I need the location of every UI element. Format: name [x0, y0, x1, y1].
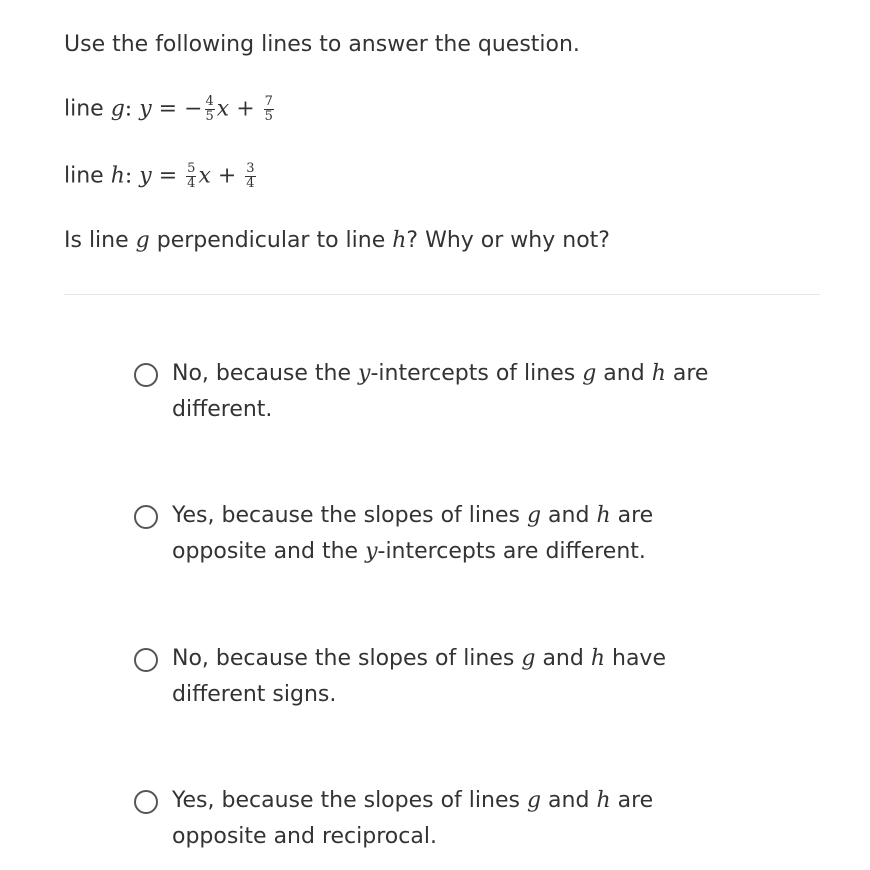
option-4-text-c: and — [541, 788, 597, 813]
line-h-equals: = — [151, 163, 185, 189]
option-2-line-2 — [172, 534, 754, 570]
line-g-name: g — [110, 96, 125, 122]
option-1-var-h: h — [651, 361, 666, 386]
line-h-x: x — [198, 163, 211, 189]
option-4-var-h: h — [596, 788, 611, 813]
divider — [64, 294, 820, 295]
option-1-var-y: y — [358, 361, 371, 386]
line-h-slope-numerator: 5 — [187, 161, 196, 176]
option-2-text-e: opposite and the — [172, 539, 366, 564]
option-3-text-c: and — [535, 646, 591, 671]
line-g-equals: = − — [151, 96, 203, 122]
line-g-x: x — [216, 96, 230, 122]
option-3-line-1 — [172, 641, 754, 677]
question-intro: Use the following lines to answer the question. — [64, 32, 580, 57]
radio-button-option-4[interactable] — [134, 790, 158, 814]
option-4-text-a: Yes, because the slopes of lines — [172, 788, 527, 813]
prompt-part-3: ? Why or why not? — [406, 228, 610, 253]
prompt-line-g: g — [135, 228, 150, 253]
prompt-line-h: h — [392, 228, 407, 253]
line-g-slope-numerator: 4 — [205, 94, 214, 109]
option-2-line-1 — [172, 498, 754, 534]
option-1-text-a: No, because the — [172, 361, 359, 386]
line-h-slope-fraction — [186, 162, 196, 191]
line-h-plus: + — [210, 163, 244, 189]
option-1-var-g: g — [582, 361, 597, 386]
answer-option-3[interactable] — [134, 641, 754, 713]
line-h-equation — [64, 162, 258, 191]
line-g-slope-denominator: 5 — [205, 109, 214, 124]
answer-option-4[interactable] — [134, 783, 754, 855]
radio-button-option-1[interactable] — [134, 363, 158, 387]
answer-option-1[interactable] — [134, 356, 754, 428]
prompt-part-2: perpendicular to line — [149, 228, 393, 253]
option-2-text-a: Yes, because the slopes of lines — [172, 503, 527, 528]
line-h-colon: : — [124, 163, 133, 189]
line-g-intercept-denominator: 5 — [264, 109, 273, 124]
line-g-equation — [64, 95, 276, 124]
line-g-slope-fraction — [205, 95, 215, 124]
option-4-text-d: are — [610, 788, 654, 813]
prompt-part-1: Is line — [64, 228, 136, 253]
radio-button-option-2[interactable] — [134, 505, 158, 529]
option-3-text-d: have — [605, 646, 666, 671]
option-4-var-g: g — [526, 788, 542, 813]
answer-option-2[interactable] — [134, 498, 754, 570]
option-3-line-2: different signs. — [172, 682, 337, 707]
radio-button-option-3[interactable] — [134, 648, 158, 672]
option-2-var-y: y — [365, 539, 378, 564]
option-1-text-c: and — [596, 361, 652, 386]
line-h-intercept-fraction — [245, 162, 255, 191]
option-4-line-2: opposite and reciprocal. — [172, 824, 437, 849]
option-2-text-f: -intercepts are different. — [377, 539, 646, 564]
line-g-intercept-fraction — [264, 95, 274, 124]
line-h-intercept-denominator: 4 — [246, 176, 255, 191]
option-2-var-h: h — [596, 503, 611, 528]
option-1-line-2: different. — [172, 397, 273, 422]
line-g-colon: : — [124, 96, 133, 122]
option-2-var-g: g — [526, 503, 542, 528]
option-1-line-1 — [172, 356, 754, 392]
option-2-text-d: are — [610, 503, 654, 528]
option-3-text-a: No, because the slopes of lines — [172, 646, 522, 671]
question-prompt — [64, 227, 610, 255]
option-3-var-g: g — [521, 646, 536, 671]
option-1-text-b: -intercepts of lines — [370, 361, 583, 386]
line-h-intercept-numerator: 3 — [246, 161, 255, 176]
line-g-intercept-numerator: 7 — [264, 94, 273, 109]
option-3-var-h: h — [590, 646, 606, 671]
line-h-slope-denominator: 4 — [187, 176, 196, 191]
line-h-y: y — [139, 163, 152, 189]
option-1-text-d: are — [665, 361, 709, 386]
line-g-prefix: line — [64, 96, 111, 122]
line-h-prefix: line — [64, 163, 111, 189]
line-g-y: y — [139, 96, 152, 122]
line-g-plus: + — [229, 96, 262, 122]
line-h-name: h — [110, 163, 125, 189]
option-2-text-c: and — [541, 503, 597, 528]
option-4-line-1 — [172, 783, 754, 819]
